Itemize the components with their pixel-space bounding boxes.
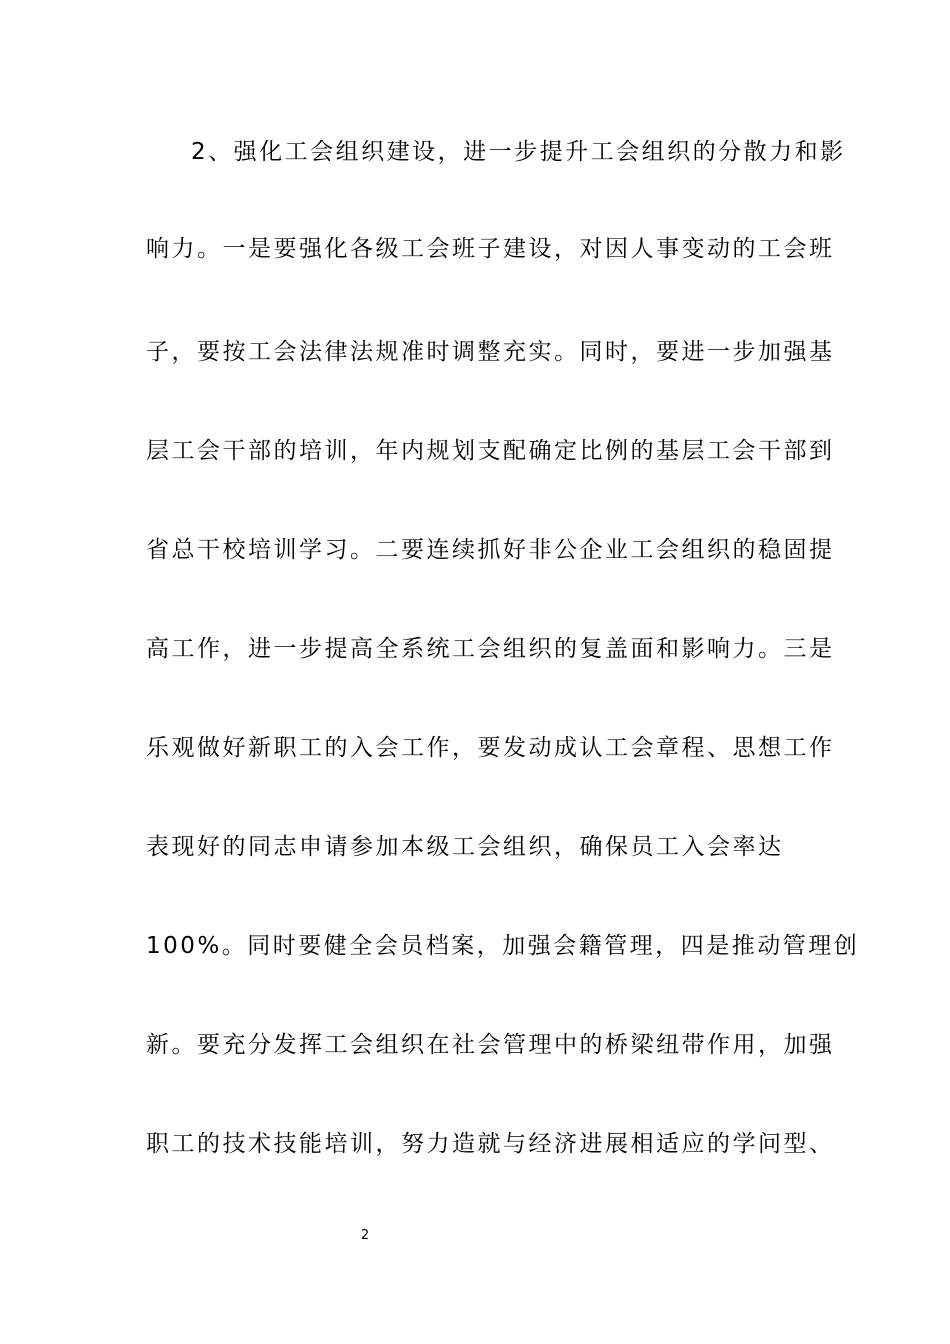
paragraph-line-11: 职工的技术技能培训，努力造就与经济进展相适应的学问型、 [146,1131,835,1157]
paragraph-line-2: 响力。一是要强化各级工会班子建设，对因人事变动的工会班 [146,236,835,262]
page-number: 2 [360,1228,370,1243]
paragraph-line-4: 层工会干部的培训，年内规划支配确定比例的基层工会干部到 [146,438,835,464]
paragraph-line-5: 省总干校培训学习。二要连续抓好非公企业工会组织的稳固提 [146,537,835,563]
paragraph-line-6: 高工作，进一步提高全系统工会组织的复盖面和影响力。三是 [146,636,835,662]
paragraph-line-1: 2、强化工会组织建设，进一步提升工会组织的分散力和影 [191,139,846,165]
paragraph-line-3: 子，要按工会法律法规准时调整充实。同时，要进一步加强基 [146,339,835,365]
paragraph-line-9: 100%。同时要健全会员档案，加强会籍管理，四是推动管理创 [146,933,860,959]
paragraph-line-7: 乐观做好新职工的入会工作，要发动成认工会章程、思想工作 [146,735,835,761]
paragraph-line-8: 表现好的同志申请参加本级工会组织，确保员工入会率达 [146,834,784,860]
paragraph-line-10: 新。要充分发挥工会组织在社会管理中的桥梁纽带作用，加强 [146,1032,835,1058]
